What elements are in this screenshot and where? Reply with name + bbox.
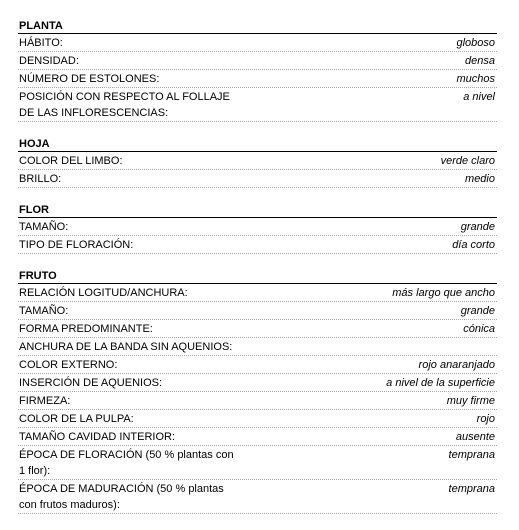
attribute-value: temprana	[448, 483, 495, 495]
attribute-value: a nivel	[463, 91, 495, 103]
attribute-label: TAMAÑO:	[19, 305, 69, 317]
attribute-value: temprana	[448, 449, 495, 461]
section-title: FRUTO	[18, 270, 497, 284]
attribute-value: verde claro	[440, 155, 495, 167]
attribute-value: grande	[460, 221, 495, 233]
attribute-value: más largo que ancho	[392, 287, 495, 299]
attribute-row	[18, 374, 497, 392]
section-hoja	[18, 138, 497, 188]
attribute-label: NÚMERO DE ESTOLONES:	[19, 73, 160, 85]
attribute-label: COLOR DE LA PULPA:	[19, 413, 134, 425]
attribute-label: TIPO DE FLORACIÓN:	[19, 239, 134, 251]
attribute-label: COLOR DEL LIMBO:	[19, 155, 123, 167]
attribute-label: HÁBITO:	[19, 37, 63, 49]
attribute-label: ANCHURA DE LA BANDA SIN AQUENIOS:	[19, 341, 233, 353]
attribute-label: COLOR EXTERNO:	[19, 359, 118, 371]
attribute-row	[18, 236, 497, 254]
attribute-value: a nivel de la superficie	[386, 377, 495, 389]
attribute-label: POSICIÓN CON RESPECTO AL FOLLAJE DE LAS INFLORESCENCIAS:	[19, 91, 230, 119]
attribute-row	[18, 392, 497, 410]
attribute-label: RELACIÓN LOGITUD/ANCHURA:	[19, 287, 188, 299]
section-title: PLANTA	[18, 20, 497, 34]
attribute-row	[18, 52, 497, 70]
attribute-value: muy firme	[446, 395, 495, 407]
attribute-label: ÉPOCA DE MADURACIÓN (50 % plantas con frutos maduros):	[19, 483, 224, 511]
section-fruto	[18, 270, 497, 514]
attribute-row	[18, 410, 497, 428]
attribute-row	[18, 320, 497, 338]
attribute-row	[18, 170, 497, 188]
attribute-value: medio	[465, 173, 495, 185]
attribute-row	[18, 446, 497, 480]
attribute-value: día corto	[452, 239, 495, 251]
attribute-value: cónica	[463, 323, 495, 335]
attribute-value: ausente	[455, 431, 495, 443]
section-title: HOJA	[18, 138, 497, 152]
attribute-row	[18, 218, 497, 236]
attribute-label: TAMAÑO:	[19, 221, 69, 233]
attribute-label: BRILLO:	[19, 173, 62, 185]
attribute-row	[18, 480, 497, 514]
attribute-row	[18, 302, 497, 320]
attribute-row	[18, 338, 497, 356]
attribute-label: INSERCIÓN DE AQUENIOS:	[19, 377, 163, 389]
attribute-value: rojo	[476, 413, 495, 425]
attribute-value: muchos	[456, 73, 495, 85]
attribute-row	[18, 88, 497, 122]
characteristics-sheet	[18, 20, 497, 530]
attribute-label: FORMA PREDOMINANTE:	[19, 323, 153, 335]
section-planta	[18, 20, 497, 122]
attribute-value: rojo anaranjado	[418, 359, 495, 371]
attribute-row	[18, 284, 497, 302]
attribute-value: globoso	[456, 37, 495, 49]
attribute-label: FIRMEZA:	[19, 395, 71, 407]
attribute-value: densa	[465, 55, 495, 67]
attribute-value: grande	[460, 305, 495, 317]
attribute-row	[18, 152, 497, 170]
attribute-row	[18, 356, 497, 374]
attribute-label: TAMAÑO CAVIDAD INTERIOR:	[19, 431, 176, 443]
attribute-row	[18, 428, 497, 446]
attribute-row	[18, 70, 497, 88]
section-flor	[18, 204, 497, 254]
attribute-label: DENSIDAD:	[19, 55, 79, 67]
attribute-row	[18, 34, 497, 52]
section-title: FLOR	[18, 204, 497, 218]
attribute-label: ÉPOCA DE FLORACIÓN (50 % plantas con 1 flor):	[19, 449, 234, 477]
